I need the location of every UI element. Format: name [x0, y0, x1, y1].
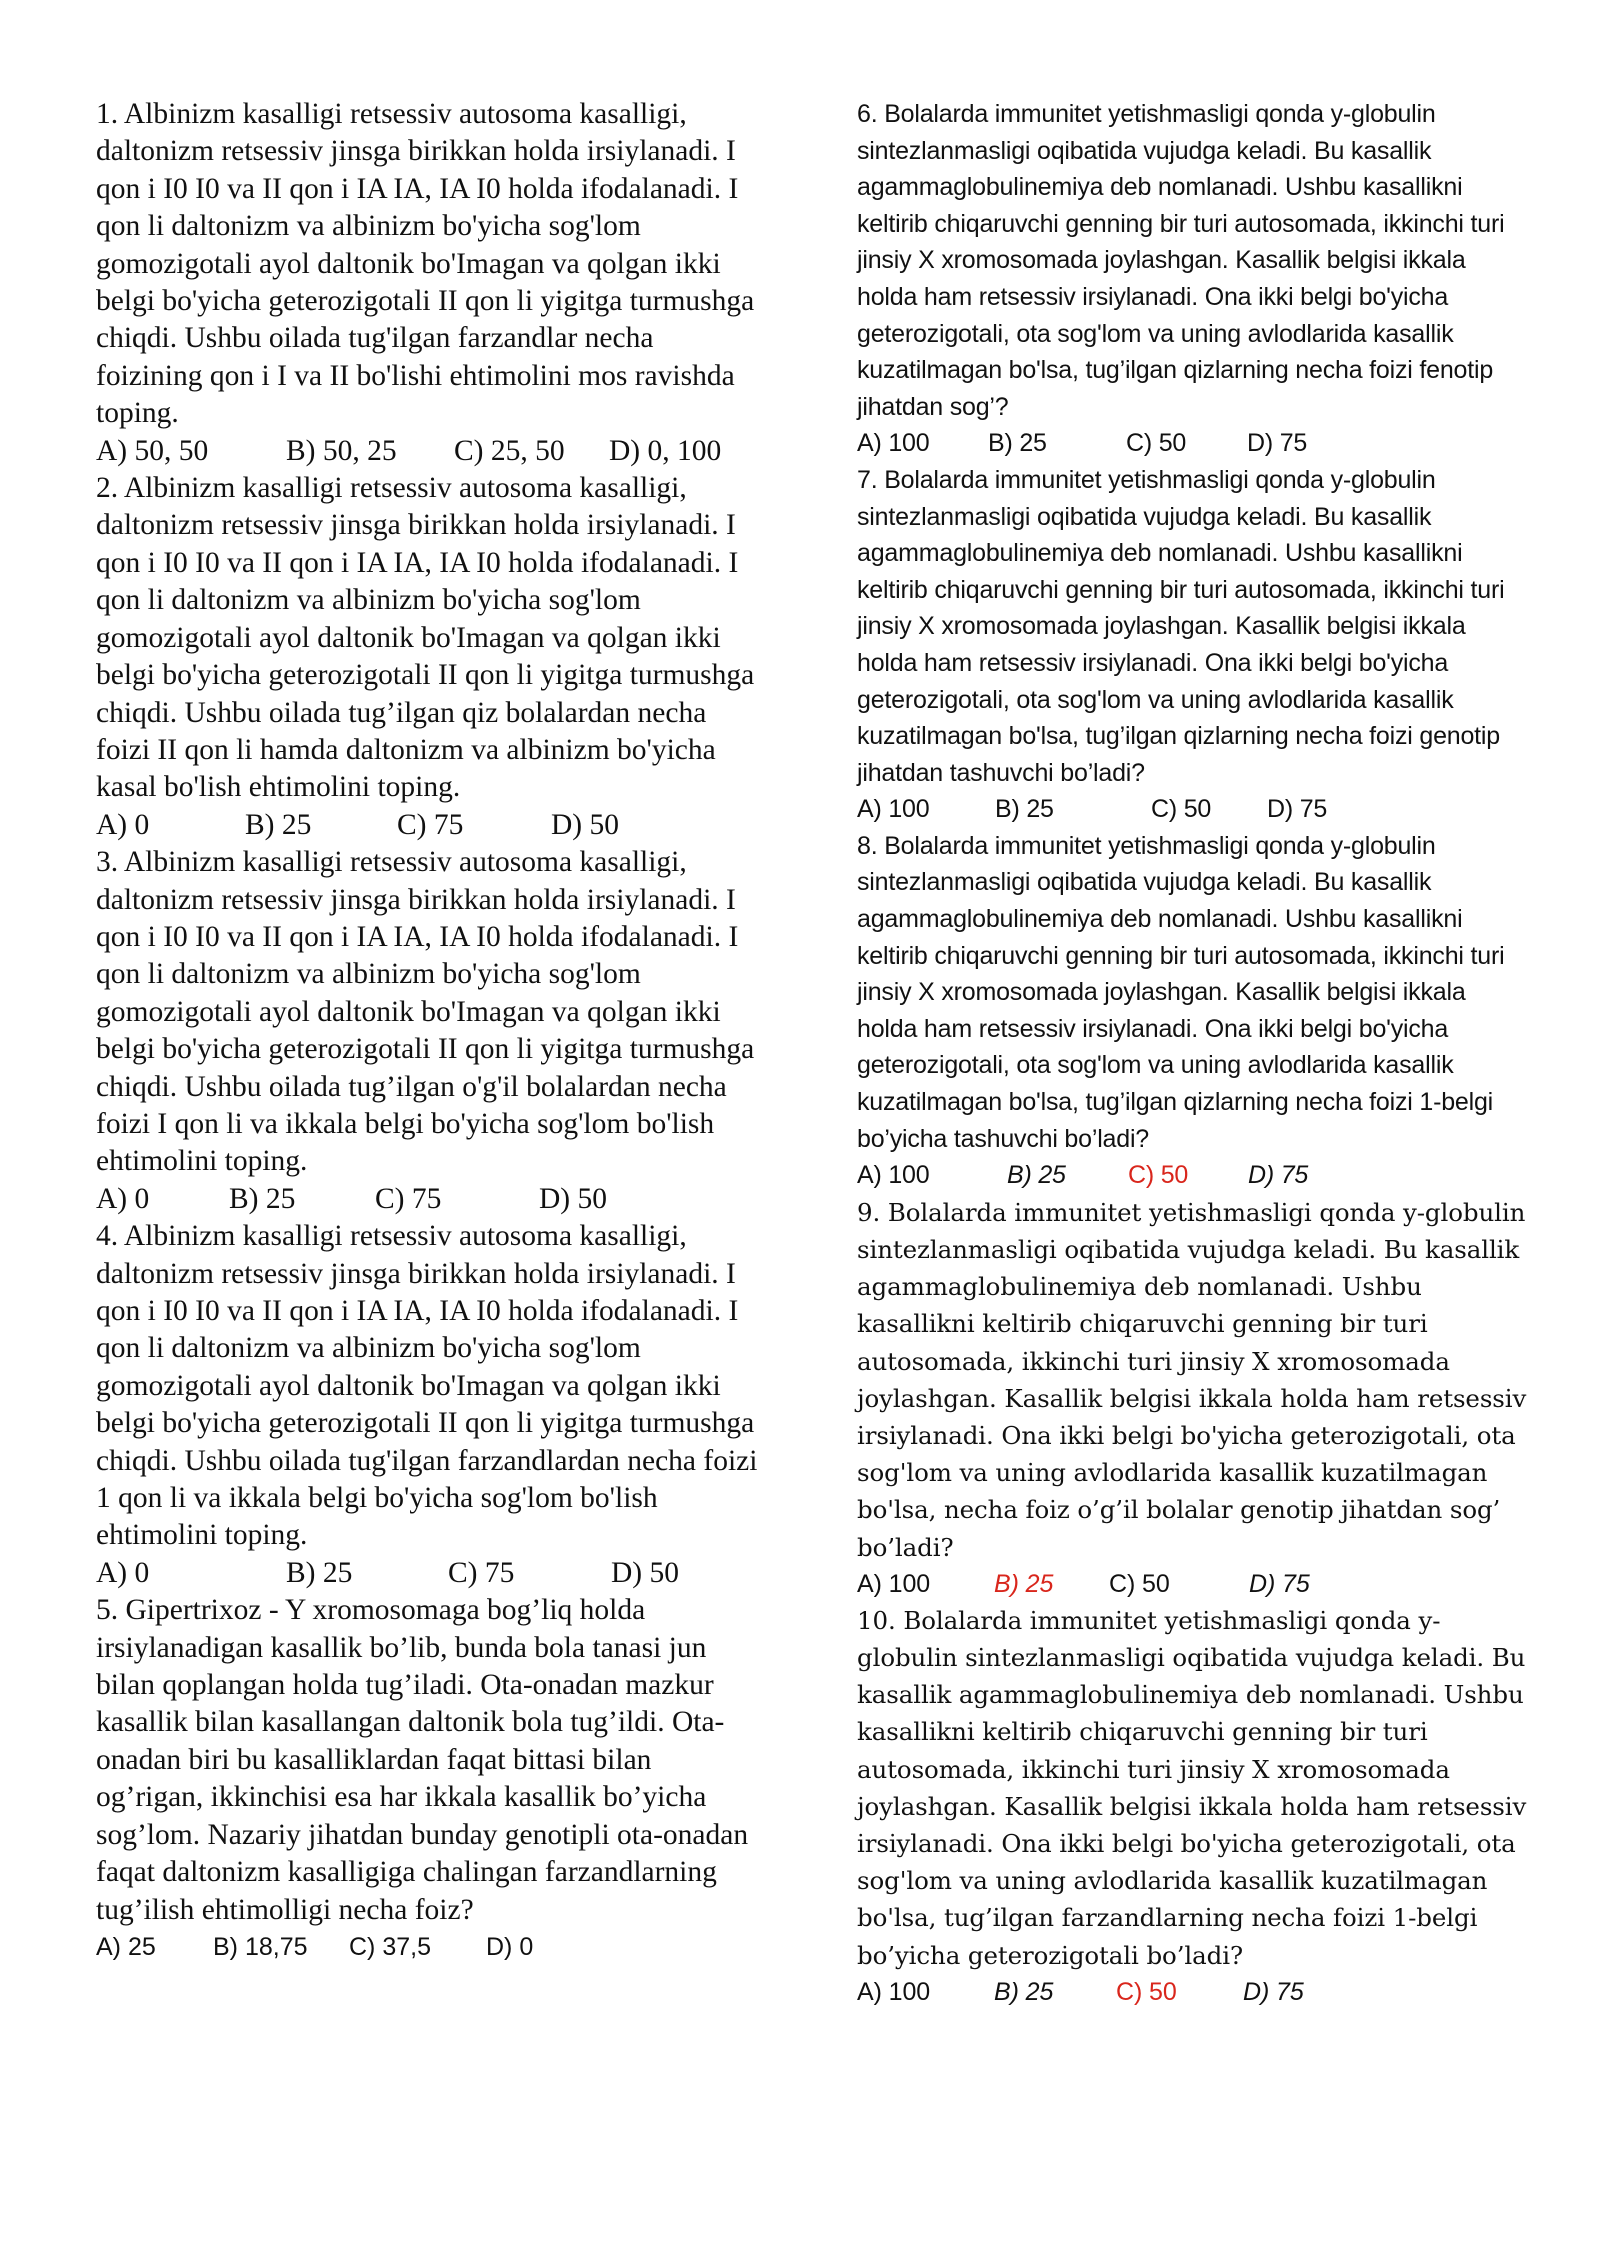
right-column	[857, 96, 1527, 2010]
question-2	[96, 470, 766, 844]
option-a: A) 25	[96, 1932, 156, 1961]
option-d: D) 0	[486, 1932, 534, 1961]
option-b: B) 25	[994, 1977, 1054, 2006]
option-c: C) 50	[1109, 1569, 1170, 1598]
answer-options	[96, 1181, 766, 1218]
answer-options	[857, 1974, 1527, 2010]
answer-options	[96, 1929, 766, 1965]
question-7	[857, 462, 1527, 828]
answer-options	[857, 425, 1527, 462]
option-c: C) 50	[1151, 795, 1212, 824]
answer-options	[857, 791, 1527, 828]
option-b: B) 25	[988, 429, 1047, 458]
option-b: B) 25	[995, 795, 1054, 824]
answer-options	[96, 433, 766, 470]
question-5	[96, 1592, 766, 1965]
option-c: C) 75	[448, 1556, 515, 1589]
question-9	[857, 1194, 1527, 1602]
question-4	[96, 1218, 766, 1592]
option-b: B) 18,75	[213, 1932, 308, 1961]
question-text: 6. Bolalarda immunitet yetishmasligi qonda y-globulin sintezlanmasligi oqibatida vujudga keladi. Bu kasallik agammaglobulinemiya deb nomlanadi. Ushbu kasallikni keltirib chiqaruvchi genning bir turi autosomada, ikkinchi turi jinsiy X xromosomada joylashgan. Kasallik belgisi ikkala holda ham retsessiv irsiylanadi. Ona ikki belgi bo'yicha geterozigotali, ota sog'lom va uning avlodlarida kasallik kuzatilmagan bo'lsa, tug’ilgan qizlarning necha foizi fenotip jihatdan sog’?	[857, 100, 1505, 421]
option-d: D) 75	[1267, 795, 1328, 824]
option-c-highlighted: C) 50	[1116, 1977, 1177, 2006]
option-d: D) 75	[1243, 1977, 1304, 2006]
question-text: 2. Albinizm kasalligi retsessiv autosoma kasalligi, daltonizm retsessiv jinsga birikkan holda irsiylanadi. I qon i I0 I0 va II qon i IA IA, IA I0 holda ifodalanadi. I qon li daltonizm va albinizm bo'yicha sog'lom gomozigotali ayol daltonik bo'Imagan va qolgan ikki belgi bo'yicha geterozigotali II qon li yigitga turmushga chiqdi. Ushbu oilada tug’ilgan qiz bolalardan necha foizi II qon li hamda daltonizm va albinizm bo'yicha kasal bo'lish ehtimolini toping.	[96, 472, 755, 804]
answer-options	[857, 1157, 1527, 1194]
question-text: 10. Bolalarda immunitet yetishmasligi qonda y-globulin sintezlanmasligi oqibatida vujudga keladi. Bu kasallik agammaglobulinemiya deb nomlanadi. Ushbu kasallikni keltirib chiqaruvchi genning bir turi autosomada, ikkinchi turi jinsiy X xromosomada joylashgan. Kasallik belgisi ikkala holda ham retsessiv irsiylanadi. Ona ikki belgi bo'yicha geterozigotali, ota sog'lom va uning avlodlarida kasallik kuzatilmagan bo'lsa, tug’ilgan farzandlarning necha foizi 1-belgi bo’yicha geterozigotali bo’ladi?	[857, 1605, 1527, 1970]
option-b: B) 50, 25	[286, 434, 397, 467]
option-b: B) 25	[245, 808, 312, 841]
option-a: A) 0	[96, 808, 150, 841]
question-text: 3. Albinizm kasalligi retsessiv autosoma kasalligi, daltonizm retsessiv jinsga birikkan holda irsiylanadi. I qon i I0 I0 va II qon i IA IA, IA I0 holda ifodalanadi. I qon li daltonizm va albinizm bo'yicha sog'lom gomozigotali ayol daltonik bo'Imagan va qolgan ikki belgi bo'yicha geterozigotali II qon li yigitga turmushga chiqdi. Ushbu oilada tug’ilgan o'g'il bolalardan necha foizi I qon li va ikkala belgi bo'yicha sog'lom bo'lish ehtimolini toping.	[96, 846, 755, 1178]
option-d: D) 75	[1249, 1569, 1310, 1598]
answer-options	[96, 807, 766, 844]
option-a: A) 100	[857, 1161, 930, 1190]
option-b: B) 25	[1007, 1161, 1066, 1190]
option-d: D) 0, 100	[609, 434, 722, 467]
answer-options	[857, 1566, 1527, 1602]
question-text: 5. Gipertrixoz - Y xromosomaga bog’liq holda irsiylanadigan kasallik bo’lib, bunda bola tanasi jun bilan qoplangan holda tug’iladi. Ota-onadan mazkur kasallik bilan kasallangan daltonik bola tug’ildi. Ota-onadan biri bu kasalliklardan faqat bittasi bilan og’rigan, ikkinchisi esa har ikkala kasallik bo’yicha sog’lom. Nazariy jihatdan bunday genotipli ota-onadan faqat daltonizm kasalligiga chalingan farzandlarning tug’ilish ehtimolligi necha foiz?	[96, 1594, 749, 1926]
option-d: D) 50	[551, 808, 620, 841]
option-b-highlighted: B) 25	[994, 1569, 1054, 1598]
option-c: C) 75	[375, 1182, 442, 1215]
option-c: C) 25, 50	[454, 434, 565, 467]
question-1	[96, 96, 766, 470]
option-a: A) 100	[857, 1977, 931, 2006]
answer-options	[96, 1555, 766, 1592]
question-10	[857, 1602, 1527, 2010]
question-text: 8. Bolalarda immunitet yetishmasligi qonda y-globulin sintezlanmasligi oqibatida vujudga keladi. Bu kasallik agammaglobulinemiya deb nomlanadi. Ushbu kasallikni keltirib chiqaruvchi genning bir turi autosomada, ikkinchi turi jinsiy X xromosomada joylashgan. Kasallik belgisi ikkala holda ham retsessiv irsiylanadi. Ona ikki belgi bo'yicha geterozigotali, ota sog'lom va uning avlodlarida kasallik kuzatilmagan bo'lsa, tug’ilgan qizlarning necha foizi 1-belgi bo’yicha tashuvchi bo’ladi?	[857, 831, 1505, 1153]
option-c: C) 37,5	[349, 1932, 431, 1961]
question-6	[857, 96, 1527, 462]
option-a: A) 100	[857, 795, 930, 824]
option-a: A) 100	[857, 429, 930, 458]
question-text: 9. Bolalarda immunitet yetishmasligi qonda y-globulin sintezlanmasligi oqibatida vujudga keladi. Bu kasallik agammaglobulinemiya deb nomlanadi. Ushbu kasallikni keltirib chiqaruvchi genning bir turi autosomada, ikkinchi turi jinsiy X xromosomada joylashgan. Kasallik belgisi ikkala holda ham retsessiv irsiylanadi. Ona ikki belgi bo'yicha geterozigotali, ota sog'lom va uning avlodlarida kasallik kuzatilmagan bo'lsa, necha foiz o’g’il bolalar genotip jihatdan sog’ bo’ladi?	[857, 1197, 1527, 1562]
option-a: A) 100	[857, 1569, 931, 1598]
option-b: B) 25	[229, 1182, 296, 1215]
question-text: 4. Albinizm kasalligi retsessiv autosoma kasalligi, daltonizm retsessiv jinsga birikkan holda irsiylanadi. I qon i I0 I0 va II qon i IA IA, IA I0 holda ifodalanadi. I qon li daltonizm va albinizm bo'yicha sog'lom gomozigotali ayol daltonik bo'Imagan va qolgan ikki belgi bo'yicha geterozigotali II qon li yigitga turmushga chiqdi. Ushbu oilada tug'ilgan farzandlardan necha foizi 1 qon li va ikkala belgi bo'yicha sog'lom bo'lish ehtimolini toping.	[96, 1220, 758, 1552]
option-a: A) 0	[96, 1556, 150, 1589]
option-c-highlighted: C) 50	[1128, 1161, 1189, 1190]
option-d: D) 50	[611, 1556, 680, 1589]
option-d: D) 75	[1248, 1161, 1309, 1190]
question-text: 1. Albinizm kasalligi retsessiv autosoma kasalligi, daltonizm retsessiv jinsga birikkan holda irsiylanadi. I qon i I0 I0 va II qon i IA IA, IA I0 holda ifodalanadi. I qon li daltonizm va albinizm bo'yicha sog'lom gomozigotali ayol daltonik bo'Imagan va qolgan ikki belgi bo'yicha geterozigotali II qon li yigitga turmushga chiqdi. Ushbu oilada tug'ilgan farzandlar necha foizining qon i I va II bo'lishi ehtimolini mos ravishda toping.	[96, 98, 755, 430]
left-column	[96, 96, 766, 1965]
option-c: C) 50	[1126, 429, 1187, 458]
question-3	[96, 844, 766, 1218]
option-c: C) 75	[397, 808, 464, 841]
option-d: D) 75	[1247, 429, 1308, 458]
option-b: B) 25	[286, 1556, 353, 1589]
question-8	[857, 828, 1527, 1194]
option-d: D) 50	[539, 1182, 608, 1215]
option-a: A) 50, 50	[96, 434, 209, 467]
option-a: A) 0	[96, 1182, 150, 1215]
question-text: 7. Bolalarda immunitet yetishmasligi qonda y-globulin sintezlanmasligi oqibatida vujudga keladi. Bu kasallik agammaglobulinemiya deb nomlanadi. Ushbu kasallikni keltirib chiqaruvchi genning bir turi autosomada, ikkinchi turi jinsiy X xromosomada joylashgan. Kasallik belgisi ikkala holda ham retsessiv irsiylanadi. Ona ikki belgi bo'yicha geterozigotali, ota sog'lom va uning avlodlarida kasallik kuzatilmagan bo'lsa, tug’ilgan qizlarning necha foizi genotip jihatdan tashuvchi bo’ladi?	[857, 465, 1505, 787]
